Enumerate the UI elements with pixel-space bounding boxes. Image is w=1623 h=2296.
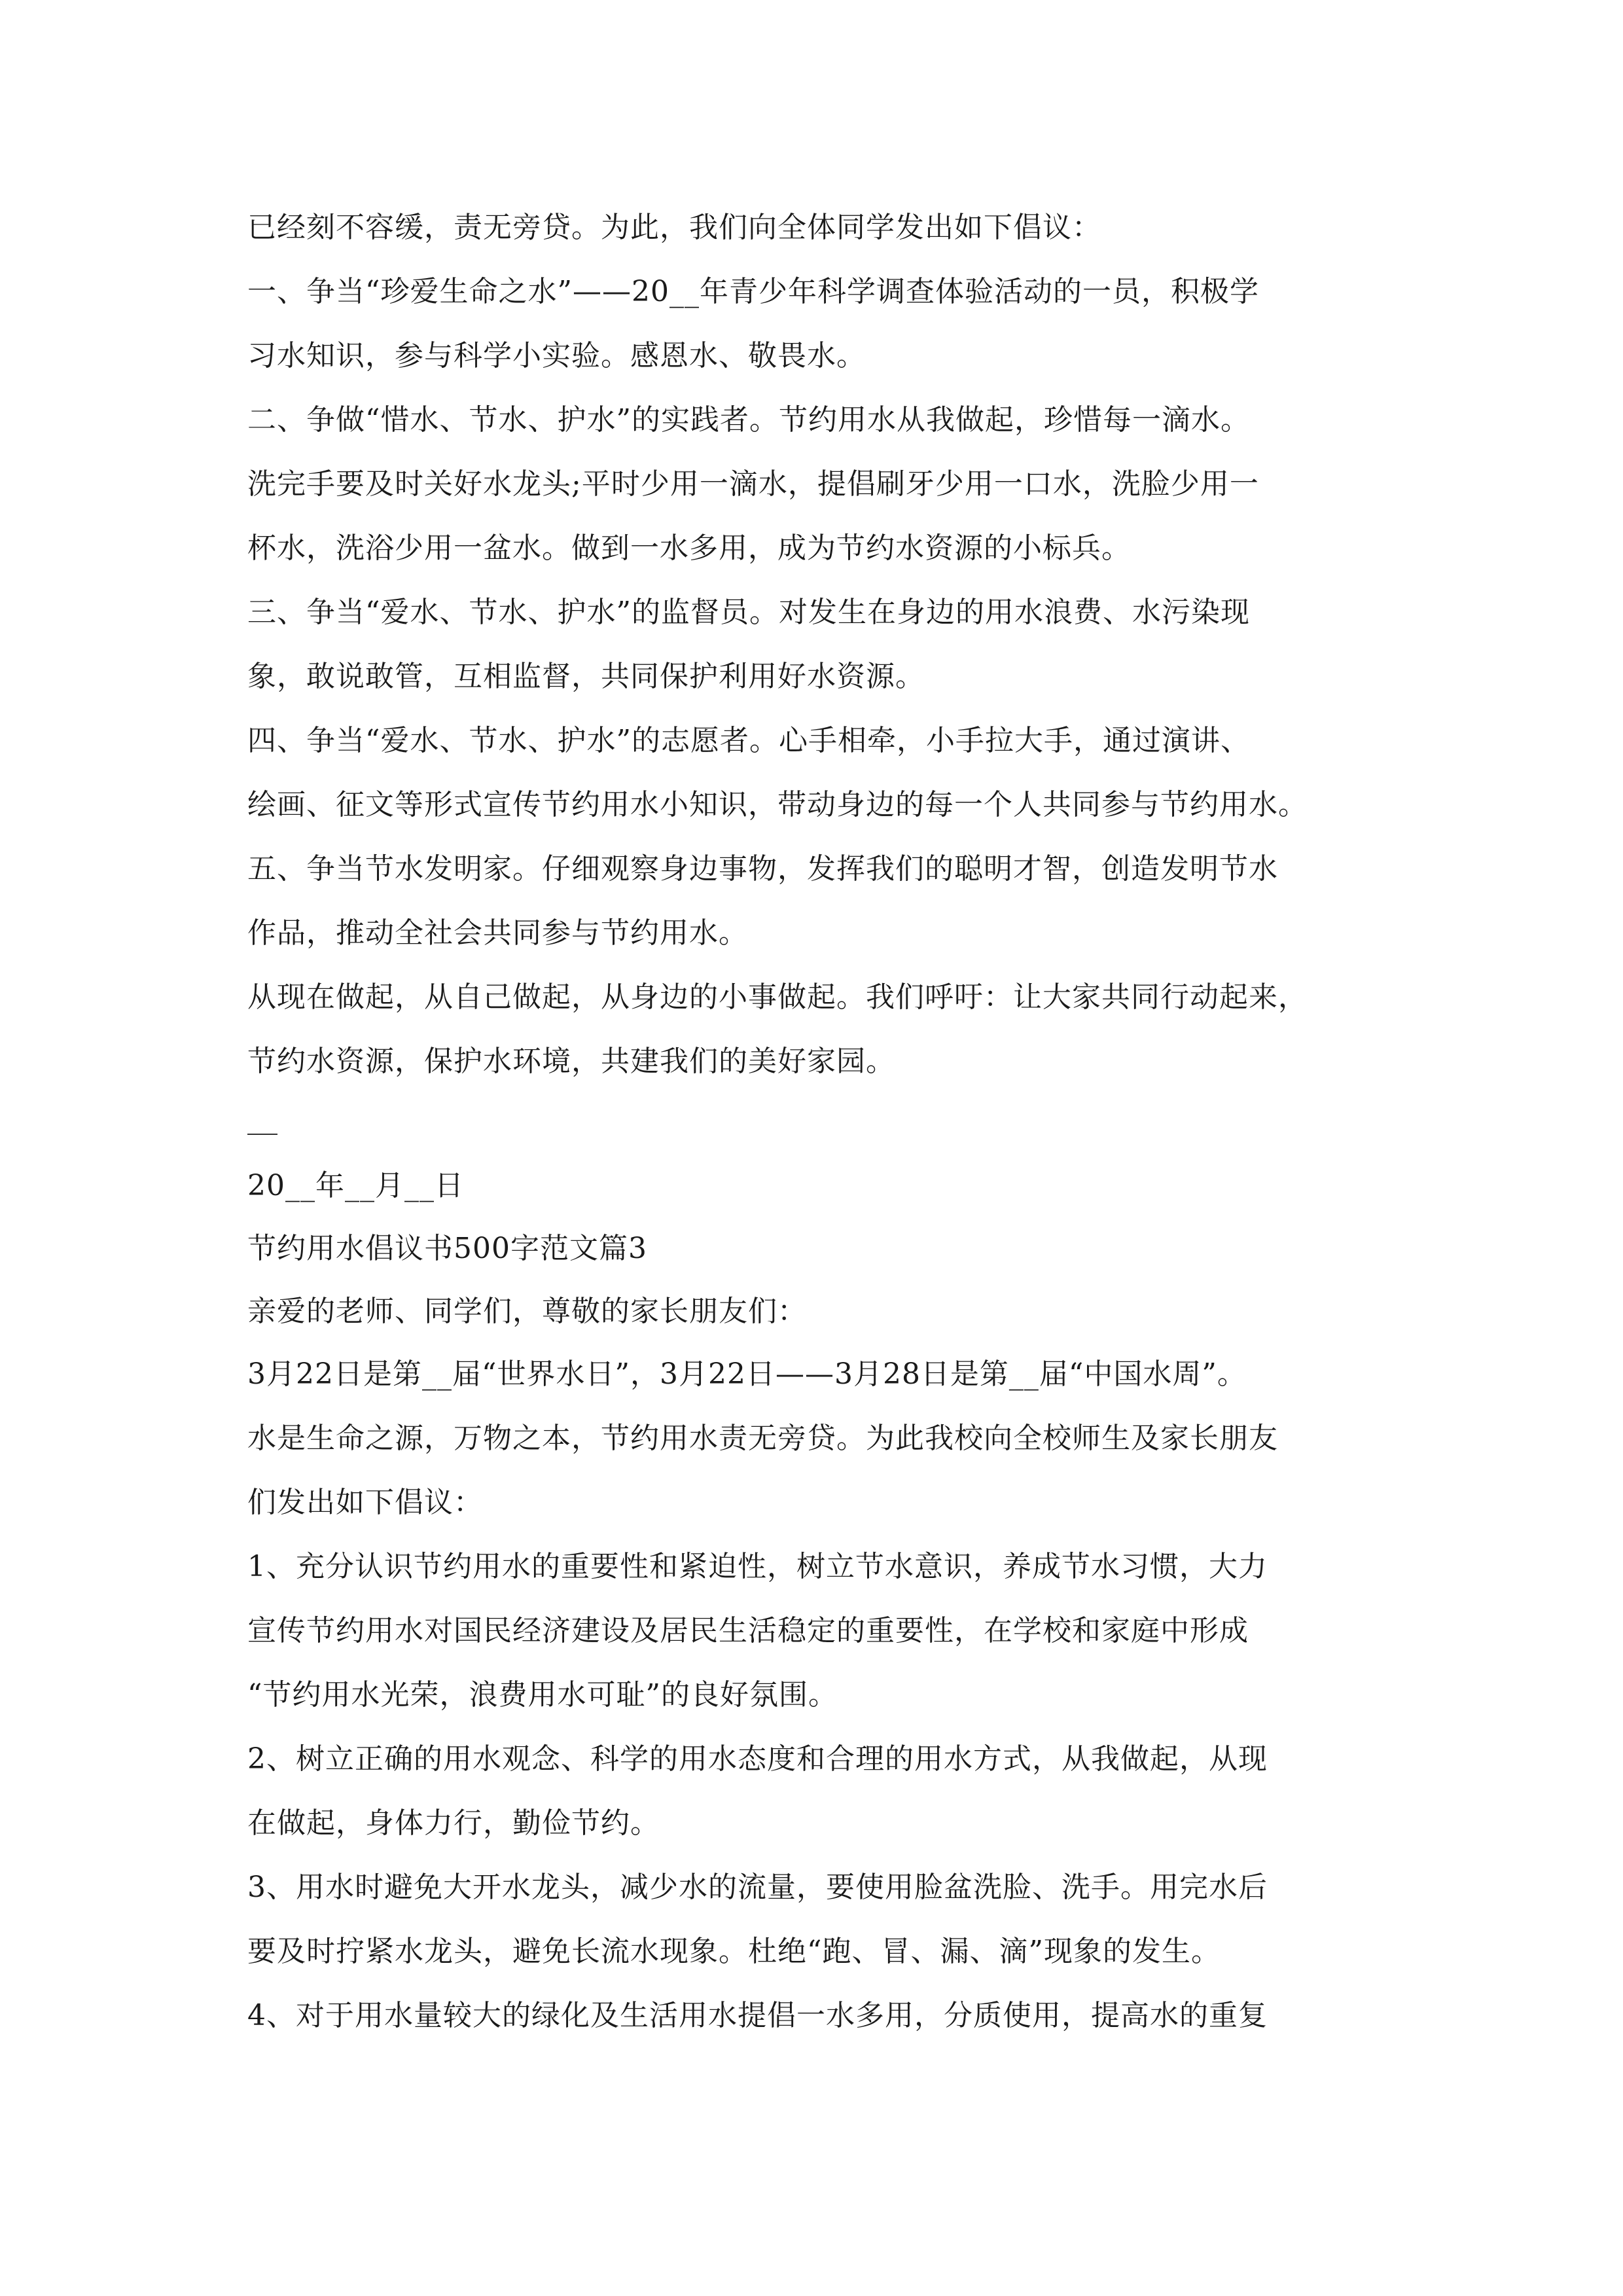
paragraph-line: 们发出如下倡议： <box>247 1486 483 1519</box>
paragraph-line: 2、树立正确的用水观念、科学的用水态度和合理的用水方式，从我做起，从现 <box>247 1742 1268 1776</box>
paragraph-line: 杯水，洗浴少用一盆水。做到一水多用，成为节约水资源的小标兵。 <box>247 531 1131 565</box>
paragraph-line: 习水知识，参与科学小实验。感恩水、敬畏水。 <box>247 339 866 372</box>
section-heading: 节约用水倡议书500字范文篇3 <box>247 1232 647 1265</box>
paragraph-line: 一、争当“珍爱生命之水”——20__年青少年科学调查体验活动的一员，积极学 <box>247 275 1259 308</box>
paragraph-line: 4、对于用水量较大的绿化及生活用水提倡一水多用，分质使用，提高水的重复 <box>247 1999 1268 2032</box>
paragraph-line: 三、争当“爱水、节水、护水”的监督员。对发生在身边的用水浪费、水污染现 <box>247 596 1250 629</box>
paragraph-line: 3月22日是第__届“世界水日”，3月22日——3月28日是第__届“中国水周”。 <box>247 1357 1247 1391</box>
paragraph-line: 作品，推动全社会共同参与节约用水。 <box>247 916 748 950</box>
paragraph-line: 在做起，身体力行，勤俭节约。 <box>247 1806 660 1840</box>
paragraph-line: 四、争当“爱水、节水、护水”的志愿者。心手相牵，小手拉大手，通过演讲、 <box>247 724 1250 757</box>
paragraph-line: 要及时拧紧水龙头，避免长流水现象。杜绝“跑、冒、漏、滴”现象的发生。 <box>247 1935 1221 1968</box>
paragraph-line: 绘画、征文等形式宣传节约用水小知识，带动身边的每一个人共同参与节约用水。 <box>247 788 1308 821</box>
paragraph-line: 洗完手要及时关好水龙头;平时少用一滴水，提倡刷牙少用一口水，洗脸少用一 <box>247 467 1259 501</box>
paragraph-line: 已经刻不容缓，责无旁贷。为此，我们向全体同学发出如下倡议： <box>247 211 1101 244</box>
salutation: 亲爱的老师、同学们，尊敬的家长朋友们： <box>247 1295 807 1328</box>
paragraph-line: 节约水资源，保护水环境，共建我们的美好家园。 <box>247 1045 895 1078</box>
paragraph-line: 1、充分认识节约用水的重要性和紧迫性，树立节水意识，养成节水习惯，大力 <box>247 1550 1268 1583</box>
paragraph-line: “节约用水光荣，浪费用水可耻”的良好氛围。 <box>247 1678 838 1712</box>
paragraph-line: 宣传节约用水对国民经济建设及居民生活稳定的重要性，在学校和家庭中形成 <box>247 1614 1249 1647</box>
paragraph-line: 五、争当节水发明家。仔细观察身边事物，发挥我们的聪明才智，创造发明节水 <box>247 852 1278 886</box>
date-line: 20__年__月__日 <box>247 1169 464 1202</box>
paragraph-line: 水是生命之源，万物之本，节约用水责无旁贷。为此我校向全校师生及家长朋友 <box>247 1422 1278 1455</box>
paragraph-line: 象，敢说敢管，互相监督，共同保护利用好水资源。 <box>247 660 925 693</box>
paragraph-line: 二、争做“惜水、节水、护水”的实践者。节约用水从我做起，珍惜每一滴水。 <box>247 403 1250 437</box>
signature-rule <box>247 1134 277 1135</box>
paragraph-line: 3、用水时避免大开水龙头，减少水的流量，要使用脸盆洗脸、洗手。用完水后 <box>247 1871 1268 1904</box>
paragraph-line: 从现在做起，从自己做起，从身边的小事做起。我们呼吁：让大家共同行动起来， <box>247 980 1308 1014</box>
